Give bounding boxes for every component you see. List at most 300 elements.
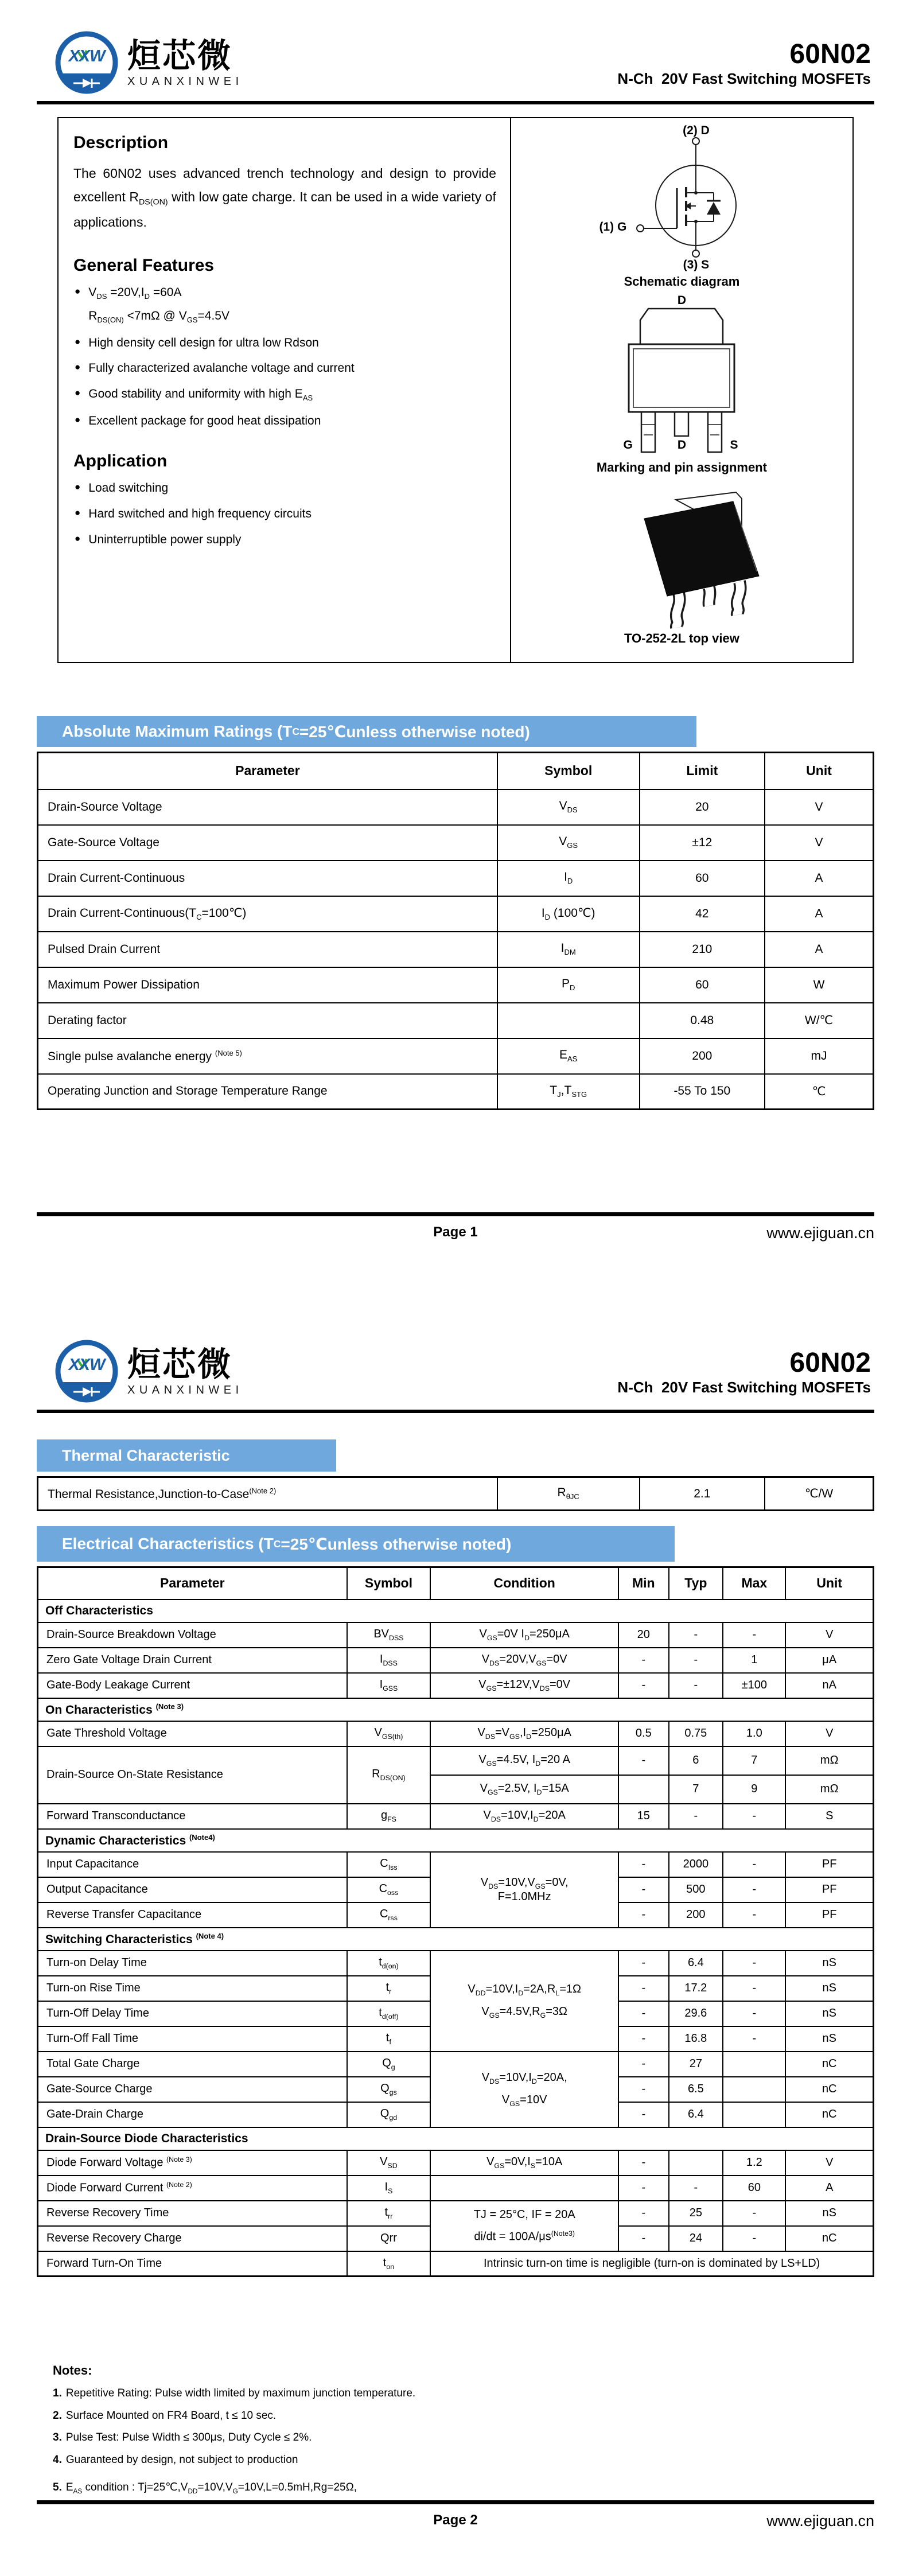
- cell: $t_{on}$: [347, 2251, 431, 2277]
- cell: nC: [785, 2226, 873, 2251]
- cell: W/℃: [765, 1003, 873, 1038]
- cell: -: [618, 2201, 668, 2226]
- cell: 6.4: [669, 1951, 723, 1976]
- cell: 29.6: [669, 2001, 723, 2026]
- cell: $Q_{gs}$: [347, 2077, 431, 2102]
- cell: $I_{GSS}$: [347, 1673, 431, 1698]
- cell: V: [765, 825, 873, 861]
- cell: nS: [785, 1976, 873, 2001]
- mosfet-schematic-icon: [584, 125, 779, 271]
- cell: -: [723, 1902, 785, 1928]
- cell: 0.5: [618, 1721, 668, 1746]
- feature-item: [73, 335, 496, 351]
- feature-text: $R_{DS(ON)} <7m\Omega$ @ $V_{GS}=4.5V$: [88, 309, 229, 325]
- feature-item: [73, 386, 496, 403]
- cell: Derating factor: [38, 1003, 497, 1038]
- cell: Qrr: [347, 2226, 431, 2251]
- cell: -: [618, 2077, 668, 2102]
- cell: 42: [640, 896, 765, 932]
- package-gate-label: G: [623, 438, 633, 452]
- condition-line: $V_{DD}=10V,I_D=2A,R_L=1\Omega$: [468, 1982, 581, 1997]
- section-row: [38, 2127, 874, 2150]
- package-source-label: S: [730, 438, 738, 452]
- cell: 500: [669, 1877, 723, 1902]
- cell: ℃/W: [765, 1477, 873, 1511]
- bullet-icon: ●: [75, 387, 81, 399]
- cell: PF: [785, 1852, 873, 1877]
- col-header: Parameter: [38, 1567, 347, 1600]
- cell: $Q_{gd}$: [347, 2102, 431, 2127]
- cell: $t_{rr}$: [347, 2201, 431, 2226]
- cell: -: [723, 1804, 785, 1829]
- cell: nA: [785, 1673, 873, 1698]
- cell: 7: [723, 1746, 785, 1775]
- note-number: 4.: [53, 2453, 62, 2466]
- cell: nS: [785, 2001, 873, 2026]
- cell: $V_{GS(th)}$: [347, 1721, 431, 1746]
- cell: -: [669, 1648, 723, 1673]
- cell: $V_{DS}=V_{GS},I_D=250\mu A$: [430, 1721, 618, 1746]
- cell: nS: [785, 2026, 873, 2052]
- table-row: [38, 1074, 874, 1110]
- cell: 24: [669, 2226, 723, 2251]
- cell: -: [723, 2026, 785, 2052]
- page-header: [37, 0, 874, 104]
- cell: $I_{DSS}$: [347, 1648, 431, 1673]
- page-footer: [37, 2500, 874, 2530]
- package-outline-icon: [595, 294, 768, 457]
- cell: 210: [640, 932, 765, 967]
- cell: $C_{Iss}$: [347, 1852, 431, 1877]
- cell: 6: [669, 1746, 723, 1775]
- cell: -: [723, 1852, 785, 1877]
- cell: Intrinsic turn-on time is negligible (turn-on is dominated by LS+LD): [430, 2251, 873, 2277]
- table-row: [38, 2150, 874, 2176]
- condition-line: TJ = 25°C, IF = 20A: [473, 2208, 575, 2221]
- cell: $V_{DS}=10V,I_D=20A$: [430, 1804, 618, 1829]
- logo-monogram: XXW: [68, 1356, 105, 1374]
- cell: -: [618, 1746, 668, 1775]
- application-title: Application: [73, 452, 168, 471]
- cell: A: [765, 896, 873, 932]
- condition-line: $V_{GS}=4.5V,R_G=3\Omega$: [481, 2005, 568, 2019]
- page-footer: [37, 1212, 874, 1242]
- mosfet-schematic-figure: [584, 125, 779, 273]
- cell: 9: [723, 1775, 785, 1804]
- marking-caption: Marking and pin assignment: [596, 460, 767, 474]
- col-header: Unit: [765, 753, 873, 789]
- cell: Gate-Source Charge: [38, 2077, 347, 2102]
- cell: 1: [723, 1648, 785, 1673]
- cell: Gate-Source Voltage: [38, 825, 497, 861]
- condition-line: $V_{GS}=10V$: [501, 2093, 547, 2108]
- cell: Diode Forward Voltage $^{(Note 3)}$: [38, 2150, 347, 2176]
- cell: 16.8: [669, 2026, 723, 2052]
- condition-line: F=1.0MHz: [497, 1890, 551, 1903]
- cell: [723, 2077, 785, 2102]
- application-item: [73, 480, 496, 496]
- cell: ±100: [723, 1673, 785, 1698]
- application-item: [73, 532, 496, 548]
- cell: [430, 1852, 618, 1928]
- cell: -: [618, 2176, 668, 2201]
- intro-right-column: [511, 118, 852, 662]
- condition-line: $V_{DS}=10V,I_D=20A$,: [481, 2071, 567, 2085]
- cell: 60: [723, 2176, 785, 2201]
- section-row: [38, 1698, 874, 1721]
- brand-name-cn: 烜芯微: [127, 37, 233, 75]
- feature-text: $V_{DS} =20V,I_D =60A$: [88, 286, 182, 301]
- col-header: Limit: [640, 753, 765, 789]
- table-row: [38, 1477, 874, 1511]
- cell: Total Gate Charge: [38, 2052, 347, 2077]
- table-header-row: [38, 753, 874, 789]
- cell: -: [618, 2102, 668, 2127]
- cell: Input Capacitance: [38, 1852, 347, 1877]
- electrical-table: [37, 1566, 874, 2277]
- feature-item: [73, 285, 496, 325]
- cell: Turn-on Rise Time: [38, 1976, 347, 2001]
- cell: A: [765, 932, 873, 967]
- thermal-section-bar: Thermal Characteristic: [37, 1439, 336, 1472]
- table-row: [38, 1721, 874, 1746]
- feature-text-block: [88, 285, 229, 325]
- note-item: [53, 2430, 874, 2445]
- cell: $t_f$: [347, 2026, 431, 2052]
- cell: -: [669, 1673, 723, 1698]
- col-header: Symbol: [497, 753, 640, 789]
- col-header: Parameter: [38, 753, 497, 789]
- package-3d-icon: [595, 480, 768, 629]
- cell: $V_{GS}=0V$ $I_D=250\mu A$: [430, 1622, 618, 1648]
- table-row: [38, 1746, 874, 1775]
- cell: -: [723, 2001, 785, 2026]
- cell: Maximum Power Dissipation: [38, 967, 497, 1003]
- schematic-caption: Schematic diagram: [624, 274, 740, 289]
- note-item: [53, 2408, 874, 2423]
- cell: Output Capacitance: [38, 1877, 347, 1902]
- table-row: [38, 2251, 874, 2277]
- cell: 200: [669, 1902, 723, 1928]
- cell: Reverse Recovery Time: [38, 2201, 347, 2226]
- cell: -: [723, 1951, 785, 1976]
- table-row: [38, 1673, 874, 1698]
- col-header: Unit: [785, 1567, 873, 1600]
- part-subtitle: N-Ch 20V Fast Switching MOSFETs: [617, 69, 871, 87]
- cell: Drain Current-$Continuous(T_C=100℃)$: [38, 896, 497, 932]
- cell: A: [785, 2176, 873, 2201]
- cell: mΩ: [785, 1746, 873, 1775]
- abs-max-section-bar: Absolute Maximum Ratings (T C =25℃unless otherwise noted): [37, 716, 696, 747]
- section-title: On Characteristics $^{(Note 3)}$: [38, 1698, 874, 1721]
- table-row: [38, 1038, 874, 1074]
- page-number: Page 2: [433, 2512, 478, 2528]
- brand-names: [127, 1345, 243, 1398]
- cell: $I_D$: [497, 861, 640, 896]
- part-number: 60N02: [789, 1348, 871, 1379]
- cell: $BV_{DSS}$: [347, 1622, 431, 1648]
- intro-box: [57, 117, 854, 663]
- cell: nC: [785, 2077, 873, 2102]
- cell: -: [618, 1902, 668, 1928]
- cell: nS: [785, 2201, 873, 2226]
- cell: V: [785, 1721, 873, 1746]
- cell: W: [765, 967, 873, 1003]
- note-item: [53, 2453, 874, 2468]
- application-item: [73, 506, 496, 522]
- section-title: Off Characteristics: [38, 1600, 874, 1622]
- note-text: Pulse Test: Pulse Width ≤ 300μs, Duty Cycle ≤ 2%.: [65, 2431, 312, 2444]
- cell: Forward Turn-On Time: [38, 2251, 347, 2277]
- package-outline-figure: [595, 294, 768, 459]
- cell: $V_{DS}$: [497, 789, 640, 825]
- cell: $I_{DM}$: [497, 932, 640, 967]
- cell: 60: [640, 861, 765, 896]
- table-row: [38, 825, 874, 861]
- page-number: Page 1: [433, 1224, 478, 1240]
- cell: -: [723, 2226, 785, 2251]
- brand-names: [127, 39, 243, 89]
- application-text: Hard switched and high frequency circuits: [88, 507, 312, 520]
- cell: Reverse Recovery Charge: [38, 2226, 347, 2251]
- bullet-icon: ●: [75, 286, 81, 297]
- cell: $E_{AS}$: [497, 1038, 640, 1074]
- brand-logo-icon: [53, 1338, 120, 1406]
- cell: -: [618, 1951, 668, 1976]
- bullet-icon: ●: [75, 481, 81, 493]
- table-row: [38, 2176, 874, 2201]
- cell: $t_{d(on)}$: [347, 1951, 431, 1976]
- cell: Gate-Body Leakage Current: [38, 1673, 347, 1698]
- note-number: 5.: [53, 2481, 62, 2493]
- notes-title: Notes:: [53, 2363, 92, 2377]
- cell: 7: [669, 1775, 723, 1804]
- bullet-icon: ●: [75, 336, 81, 347]
- brand-logo: [53, 1338, 243, 1406]
- section-title: Drain-Source Diode Characteristics: [38, 2127, 874, 2150]
- cell: [430, 2201, 618, 2251]
- cell: [430, 1951, 618, 2052]
- cell: Diode Forward Current $^{(Note 2)}$: [38, 2176, 347, 2201]
- cell: $V_{GS}=4.5V$, $I_D=20$ A: [430, 1746, 618, 1775]
- cell: [430, 2052, 618, 2127]
- cell: Gate-Drain Charge: [38, 2102, 347, 2127]
- cell: -: [723, 1877, 785, 1902]
- cell: -: [618, 2052, 668, 2077]
- table-row: [38, 932, 874, 967]
- table-row: [38, 1951, 874, 1976]
- table-row: [38, 1852, 874, 1877]
- cell: 17.2: [669, 1976, 723, 2001]
- cell: Single pulse avalanche energy $^{(Note 5)}$: [38, 1038, 497, 1074]
- cell: $I_S$: [347, 2176, 431, 2201]
- feature-text: High density cell design for ultra low Rdson: [88, 336, 319, 349]
- col-header: Typ: [669, 1567, 723, 1600]
- website-url: www.ejiguan.cn: [766, 2512, 874, 2530]
- cell: Thermal Resistance,Junction-to-Case$^{(Note 2)}$: [38, 1477, 497, 1511]
- datasheet-page-2: [0, 1288, 911, 2576]
- cell: $C_{oss}$: [347, 1877, 431, 1902]
- cell: nC: [785, 2052, 873, 2077]
- note-text: Surface Mounted on FR4 Board, t ≤ 10 sec.: [65, 2409, 277, 2422]
- package-drain-label: D: [677, 438, 687, 452]
- note-text: Guaranteed by design, not subject to production: [65, 2453, 298, 2466]
- bullet-icon: ●: [75, 532, 81, 544]
- brand-name-cn: 烜芯微: [127, 1345, 233, 1383]
- col-header: Symbol: [347, 1567, 431, 1600]
- application-text: Uninterruptible power supply: [88, 532, 242, 546]
- cell: $V_{GS}=2.5V$, $I_D=15A$: [430, 1775, 618, 1804]
- table-row: [38, 967, 874, 1003]
- note-number: 2.: [53, 2409, 62, 2422]
- description-body: The 60N02 uses advanced trench technology and design to provide excellent $R_{DS(ON)}$ with low gate charge. It can be used in a wide variety of applications.: [73, 166, 496, 229]
- condition-line: $di/dt = 100A/\mu s^{(Note3)}$: [474, 2229, 575, 2243]
- cell: $R_{DS(ON)}$: [347, 1746, 431, 1804]
- table-row: [38, 896, 874, 932]
- bullet-icon: ●: [75, 361, 81, 373]
- bullet-icon: ●: [75, 414, 81, 425]
- intro-left-column: [59, 118, 511, 662]
- cell: 20: [640, 789, 765, 825]
- col-header: Min: [618, 1567, 668, 1600]
- cell: $V_{GS}=\pm 12V,V_{DS}=0V$: [430, 1673, 618, 1698]
- cell: [723, 2102, 785, 2127]
- cell: $I_D$ (100℃): [497, 896, 640, 932]
- package-caption: TO-252-2L top view: [624, 631, 739, 645]
- cell: -: [618, 1852, 668, 1877]
- cell: 200: [640, 1038, 765, 1074]
- cell: 1.2: [723, 2150, 785, 2176]
- cell: V: [765, 789, 873, 825]
- table-row: [38, 2201, 874, 2226]
- cell: $V_{SD}$: [347, 2150, 431, 2176]
- cell: V: [785, 2150, 873, 2176]
- cell: Turn-Off Delay Time: [38, 2001, 347, 2026]
- cell: -: [618, 1648, 668, 1673]
- table-row: [38, 789, 874, 825]
- cell: 15: [618, 1804, 668, 1829]
- cell: -: [669, 2176, 723, 2201]
- cell: -: [618, 2001, 668, 2026]
- cell: nS: [785, 1951, 873, 1976]
- cell: Forward Transconductance: [38, 1804, 347, 1829]
- cell: -: [723, 1976, 785, 2001]
- cell: 6.5: [669, 2077, 723, 2102]
- cell: -: [618, 1673, 668, 1698]
- brand-name-en: XUANXINWEI: [127, 75, 243, 88]
- cell: mJ: [765, 1038, 873, 1074]
- table-row: [38, 861, 874, 896]
- section-row: [38, 1928, 874, 1951]
- cell: -: [618, 2150, 668, 2176]
- cell: -: [669, 1804, 723, 1829]
- cell: Drain-Source On-State Resistance: [38, 1746, 347, 1804]
- cell: $g_{FS}$: [347, 1804, 431, 1829]
- cell: $P_D$: [497, 967, 640, 1003]
- brand-logo: [53, 30, 243, 98]
- cell: $R_{\theta JC}$: [497, 1477, 640, 1511]
- cell: $Q_g$: [347, 2052, 431, 2077]
- cell: [430, 2176, 618, 2201]
- brand-name-en: XUANXINWEI: [127, 1384, 243, 1397]
- part-subtitle: N-Ch 20V Fast Switching MOSFETs: [617, 1378, 871, 1396]
- notes-section: [37, 2363, 874, 2496]
- cell: [669, 2150, 723, 2176]
- cell: μA: [785, 1648, 873, 1673]
- section-row: [38, 1829, 874, 1852]
- section-row: [38, 1600, 874, 1622]
- pin-label-gate: (1) G: [599, 220, 627, 234]
- cell: [497, 1003, 640, 1038]
- features-title: General Features: [73, 256, 215, 275]
- cell: -: [723, 1622, 785, 1648]
- cell: 2000: [669, 1852, 723, 1877]
- table-row: [38, 1622, 874, 1648]
- cell: 0.75: [669, 1721, 723, 1746]
- website-url: www.ejiguan.cn: [766, 1224, 874, 1242]
- thermal-table: [37, 1476, 874, 1511]
- part-number: 60N02: [789, 39, 871, 70]
- cell: $C_{rss}$: [347, 1902, 431, 1928]
- pin-label-drain: (2) D: [683, 124, 710, 137]
- header-title-block: [617, 40, 871, 88]
- cell: 1.0: [723, 1721, 785, 1746]
- cell: A: [765, 861, 873, 896]
- cell: ±12: [640, 825, 765, 861]
- note-item: [53, 2480, 874, 2496]
- section-title: Dynamic Characteristics $^{(Note4)}$: [38, 1829, 874, 1852]
- logo-monogram: XXW: [68, 47, 105, 65]
- table-row: [38, 2052, 874, 2077]
- brand-logo-icon: [53, 30, 120, 98]
- cell: -: [618, 2226, 668, 2251]
- note-number: 3.: [53, 2431, 62, 2444]
- cell: -: [669, 1622, 723, 1648]
- cell: 0.48: [640, 1003, 765, 1038]
- note-item: [53, 2386, 874, 2401]
- col-header: Max: [723, 1567, 785, 1600]
- cell: Drain Current-Continuous: [38, 861, 497, 896]
- note-text: $E_{AS}$ condition : $Tj=25℃,V_{DD}=10V,V_G=10V,L=0.5mH,Rg=25\Omega$,: [65, 2481, 357, 2495]
- note-text: Repetitive Rating: Pulse width limited by maximum junction temperature.: [65, 2387, 416, 2399]
- feature-text: Excellent package for good heat dissipation: [88, 414, 321, 427]
- cell: Turn-Off Fall Time: [38, 2026, 347, 2052]
- cell: Turn-on Delay Time: [38, 1951, 347, 1976]
- cell: Operating Junction and Storage Temperature Range: [38, 1074, 497, 1110]
- header-title-block: [617, 1348, 871, 1396]
- abs-max-table: [37, 752, 874, 1110]
- cell: $V_{DS}=20V,V_{GS}=0V$: [430, 1648, 618, 1673]
- cell: Gate Threshold Voltage: [38, 1721, 347, 1746]
- cell: 20: [618, 1622, 668, 1648]
- cell: PF: [785, 1877, 873, 1902]
- cell: Zero Gate Voltage Drain Current: [38, 1648, 347, 1673]
- page-header: [37, 1288, 874, 1413]
- cell: 6.4: [669, 2102, 723, 2127]
- cell: 2.1: [640, 1477, 765, 1511]
- table-row: [38, 1804, 874, 1829]
- condition-line: $V_{DS}=10V,V_{GS}=0V$,: [480, 1875, 569, 1890]
- cell: -: [618, 1976, 668, 2001]
- application-text: Load switching: [88, 481, 169, 495]
- feature-text: Good stability and uniformity with high $E_{AS}$: [88, 387, 313, 403]
- cell: -: [618, 1877, 668, 1902]
- cell: mΩ: [785, 1775, 873, 1804]
- note-number: 1.: [53, 2387, 62, 2399]
- cell: Drain-Source Voltage: [38, 789, 497, 825]
- table-header-row: [38, 1567, 874, 1600]
- electrical-section-bar: Electrical Characteristics (T C =25℃unless otherwise noted): [37, 1526, 675, 1562]
